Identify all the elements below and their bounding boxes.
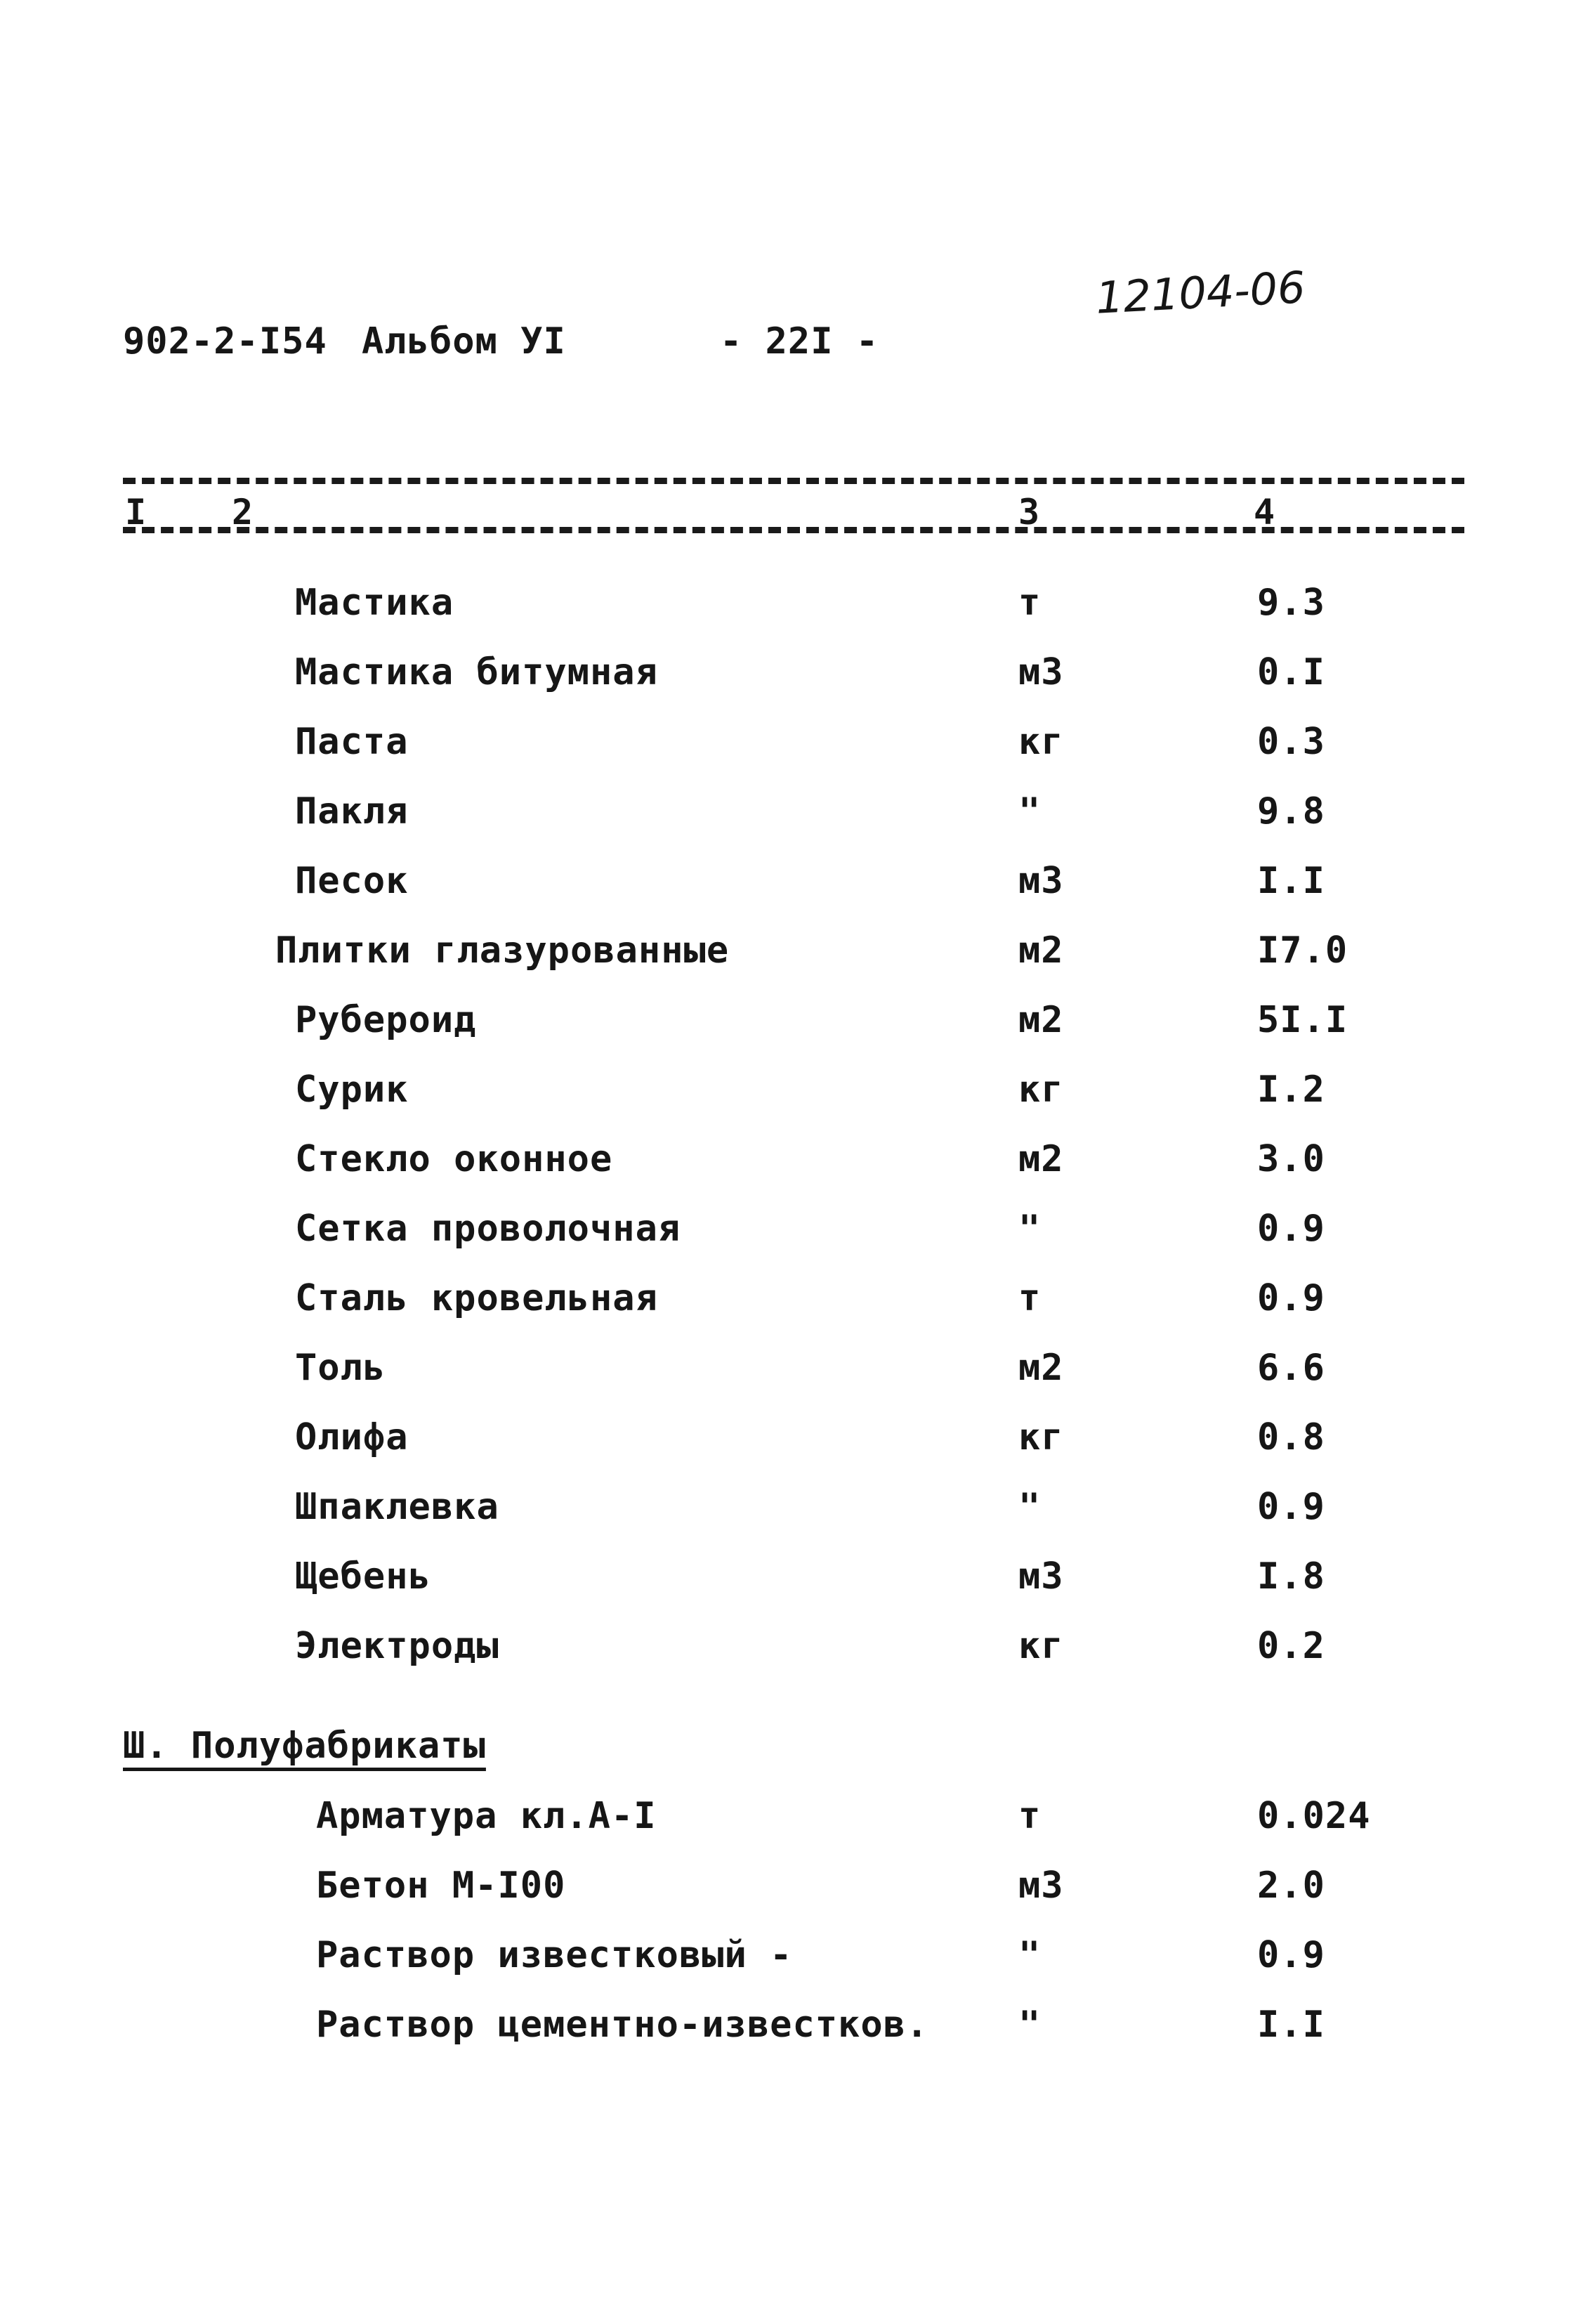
table-row xyxy=(0,860,1576,923)
material-name: Паста xyxy=(295,721,409,763)
quantity: I.8 xyxy=(1257,1555,1325,1598)
quantity: 9.3 xyxy=(1257,582,1325,624)
unit: " xyxy=(1018,1486,1042,1528)
quantity: 0.024 xyxy=(1257,1795,1371,1837)
material-name: Плитки глазурованные xyxy=(275,929,730,972)
quantity: 6.6 xyxy=(1257,1347,1325,1389)
column-number-1: I xyxy=(125,492,147,533)
material-name: Шпаклевка xyxy=(295,1486,499,1528)
unit: м3 xyxy=(1018,1555,1064,1598)
unit: т xyxy=(1018,1277,1042,1319)
table-top-rule xyxy=(123,478,1464,484)
album-label: Альбом УI xyxy=(362,320,566,363)
quantity: 0.I xyxy=(1257,651,1325,693)
quantity: I7.0 xyxy=(1257,929,1348,972)
handwritten-note: 12104-06 xyxy=(1094,261,1307,324)
quantity: 0.9 xyxy=(1257,1486,1325,1528)
page-number: - 22I - xyxy=(720,320,879,363)
material-name: Мастика битумная xyxy=(295,651,658,693)
table-row xyxy=(0,1277,1576,1340)
table-row xyxy=(0,1555,1576,1619)
quantity: I.I xyxy=(1257,860,1325,902)
unit: м3 xyxy=(1018,1865,1064,1907)
document-code: 902-2-I54 xyxy=(123,320,327,363)
table-row xyxy=(0,582,1576,645)
unit: м2 xyxy=(1018,1347,1064,1389)
quantity: 0.9 xyxy=(1257,1277,1325,1319)
table-row xyxy=(0,1069,1576,1132)
quantity: 0.2 xyxy=(1257,1625,1325,1667)
material-name: Сурик xyxy=(295,1069,409,1111)
material-name: Мастика xyxy=(295,582,454,624)
unit: т xyxy=(1018,1795,1042,1837)
unit: " xyxy=(1018,790,1042,833)
unit: кг xyxy=(1018,721,1064,763)
unit: " xyxy=(1018,1208,1042,1250)
section-title: Ш. Полуфабрикаты xyxy=(123,1725,486,1767)
unit: " xyxy=(1018,2004,1042,2046)
unit: кг xyxy=(1018,1625,1064,1667)
material-name: Стекло оконное xyxy=(295,1138,613,1180)
quantity: I.2 xyxy=(1257,1069,1325,1111)
table-row xyxy=(0,721,1576,784)
unit: т xyxy=(1018,582,1042,624)
unit: м3 xyxy=(1018,860,1064,902)
unit: м2 xyxy=(1018,999,1064,1041)
unit: " xyxy=(1018,1934,1042,1976)
table-row xyxy=(0,1347,1576,1410)
column-number-3: 3 xyxy=(1018,492,1040,533)
material-name: Раствор цементно-известков. xyxy=(316,2004,929,2046)
table-row xyxy=(0,1795,1576,1858)
unit: м3 xyxy=(1018,651,1064,693)
table-row xyxy=(0,651,1576,714)
quantity: 5I.I xyxy=(1257,999,1348,1041)
unit: м2 xyxy=(1018,1138,1064,1180)
quantity: 9.8 xyxy=(1257,790,1325,833)
material-name: Пакля xyxy=(295,790,409,833)
material-name: Сетка проволочная xyxy=(295,1208,681,1250)
table-row xyxy=(0,999,1576,1062)
table-row xyxy=(0,929,1576,993)
material-name: Песок xyxy=(295,860,409,902)
material-name: Арматура кл.А-I xyxy=(316,1795,657,1837)
quantity: 3.0 xyxy=(1257,1138,1325,1180)
table-row xyxy=(0,1865,1576,1928)
quantity: 0.8 xyxy=(1257,1416,1325,1458)
column-number-2: 2 xyxy=(232,492,254,533)
material-name: Электроды xyxy=(295,1625,499,1667)
quantity: I.I xyxy=(1257,2004,1325,2046)
unit: кг xyxy=(1018,1416,1064,1458)
material-name: Рубероид xyxy=(295,999,477,1041)
table-row xyxy=(0,1138,1576,1201)
material-name: Бетон М-I00 xyxy=(316,1865,566,1907)
table-row xyxy=(0,1208,1576,1271)
table-row xyxy=(0,1625,1576,1688)
column-number-4: 4 xyxy=(1254,492,1275,533)
material-name: Раствор известковый - xyxy=(316,1934,793,1976)
unit: кг xyxy=(1018,1069,1064,1111)
quantity: 0.9 xyxy=(1257,1208,1325,1250)
quantity: 0.9 xyxy=(1257,1934,1325,1976)
table-row xyxy=(0,2004,1576,2067)
table-row xyxy=(0,1486,1576,1549)
material-name: Олифа xyxy=(295,1416,409,1458)
quantity: 0.3 xyxy=(1257,721,1325,763)
table-row xyxy=(0,790,1576,854)
material-name: Щебень xyxy=(295,1555,431,1598)
quantity: 2.0 xyxy=(1257,1865,1325,1907)
material-name: Толь xyxy=(295,1347,386,1389)
unit: м2 xyxy=(1018,929,1064,972)
table-row xyxy=(0,1934,1576,1997)
material-name: Сталь кровельная xyxy=(295,1277,658,1319)
table-header-rule xyxy=(123,527,1464,533)
table-row xyxy=(0,1416,1576,1480)
